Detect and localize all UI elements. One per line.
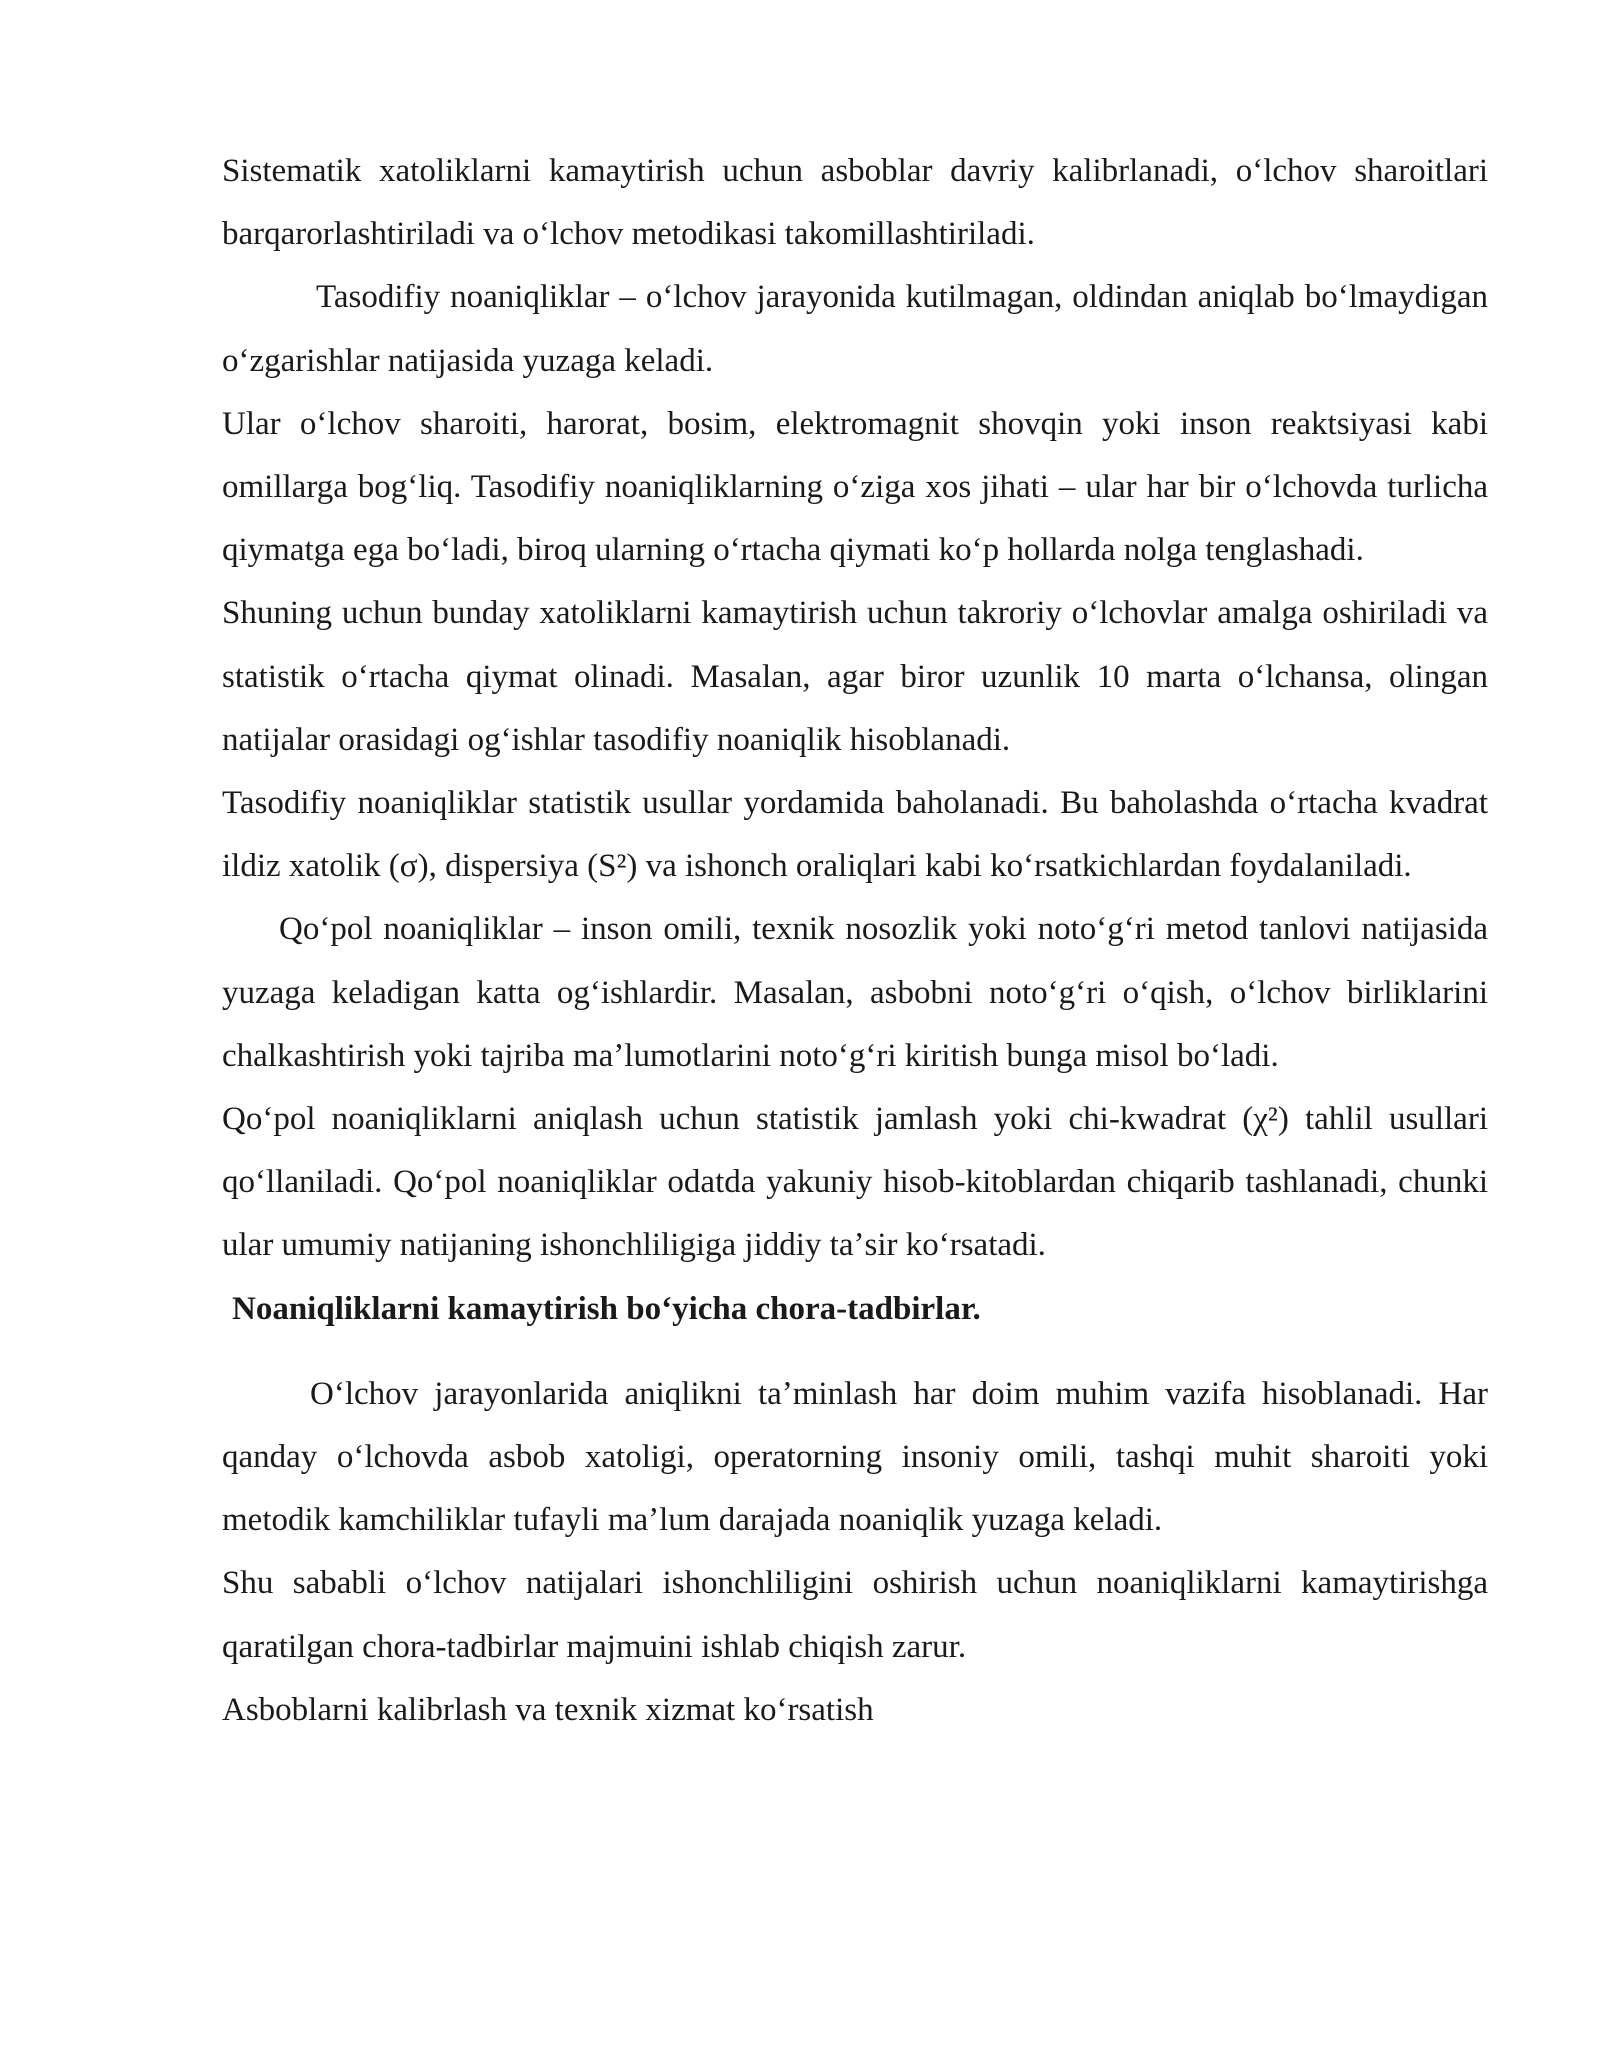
paragraph-measurement-accuracy: Oʻlchov jarayonlarida aniqlikni taʼminlash har doim muhim vazifa hisoblanadi. Har qanday oʻlchovda asbob xatoligi, operatorning insoniy omili, tashqi muhit sharoiti yoki metodik kamchiliklar tufayli maʼlum darajada noaniqlik yuzaga keladi. <box>222 1375 1488 1539</box>
paragraph-random-uncertainties-factors: Ular oʻlchov sharoiti, harorat, bosim, elektromagnit shovqin yoki inson reaktsiyasi kabi omillarga bogʻliq. Tasodifiy noaniqliklarning oʻziga xos jihati – ular har bir oʻlchovda turlicha qiymatga ega boʻladi, biroq ularning oʻrtacha qiymati koʻp hollarda nolga tenglashadi. <box>222 405 1488 569</box>
paragraph-random-uncertainties-definition: Tasodifiy noaniqliklar – oʻlchov jarayonida kutilmagan, oldindan aniqlab boʻlmaydigan oʻzgarishlar natijasida yuzaga keladi. <box>222 279 1488 379</box>
paragraph-statistical-evaluation: Tasodifiy noaniqliklar statistik usullar yordamida baholanadi. Bu baholashda oʻrtacha kvadrat ildiz xatolik (σ), dispersiya (S²) va ishonch oraliqlari kabi koʻrsatkichlardan foydalaniladi. <box>222 785 1488 885</box>
paragraph-calibration-subheading: Asboblarni kalibrlash va texnik xizmat koʻrsatish <box>222 1691 874 1728</box>
section-heading: Noaniqliklarni kamaytirish boʻyicha chora-tadbirlar. <box>232 1290 981 1327</box>
paragraph-repeated-measurements: Shuning uchun bunday xatoliklarni kamaytirish uchun takroriy oʻlchovlar amalga oshiriladi va statistik oʻrtacha qiymat olinadi. Masalan, agar biror uzunlik 10 marta oʻlchansa, olingan natijalar orasidagi ogʻishlar tasodifiy noaniqlik hisoblanadi. <box>222 595 1488 758</box>
paragraph-gross-errors-definition: Qoʻpol noaniqliklar – inson omili, texnik nosozlik yoki notoʻgʻri metod tanlovi natijasida yuzaga keladigan katta ogʻishlardir. Masalan, asbobni notoʻgʻri oʻqish, oʻlchov birliklarini chalkashtirish yoki tajriba maʼlumotlarini notoʻgʻri kiritish bunga misol boʻladi. <box>222 911 1488 1074</box>
paragraph-gross-errors-detection: Qoʻpol noaniqliklarni aniqlash uchun statistik jamlash yoki chi-kwadrat (χ²) tahlil usullari qoʻllaniladi. Qoʻpol noaniqliklar odatda yakuniy hisob-kitoblardan chiqarib tashlanadi, chunki ular umumiy natijaning ishonchliligiga jiddiy taʼsir koʻrsatadi. <box>222 1101 1488 1264</box>
paragraph-measures-needed: Shu sababli oʻlchov natijalari ishonchliligini oshirish uchun noaniqliklarni kamaytirishga qaratilgan chora-tadbirlar majmuini ishlab chiqish zarur. <box>222 1565 1488 1665</box>
paragraph-systematic-errors: Sistematik xatoliklarni kamaytirish uchun asboblar davriy kalibrlanadi, oʻlchov sharoitlari barqarorlashtiriladi va oʻlchov metodikasi takomillashtiriladi. <box>222 153 1488 253</box>
document-body <box>222 140 1488 1742</box>
